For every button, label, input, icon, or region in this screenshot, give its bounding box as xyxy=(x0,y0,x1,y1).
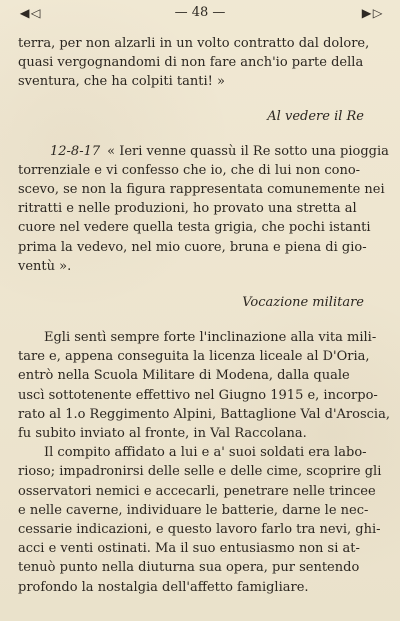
text-line: prima la vedevo, nel mio cuore, bruna e piena di gio- xyxy=(18,239,367,255)
text-line: fu subito inviato al fronte, in Val Raccolana. xyxy=(18,426,307,442)
text-line: rioso; impadronirsi delle selle e delle cime, scoprire gli xyxy=(18,464,382,480)
right-arrow-icon: ▶ xyxy=(361,6,371,20)
text-line: torrenziale e vi confesso che io, che di lui non cono- xyxy=(18,162,361,178)
letter-first-line xyxy=(18,142,389,161)
text-line: ventù ». xyxy=(18,258,72,274)
text-line: acci e venti ostinati. Ma il suo entusiasmo non si at- xyxy=(18,541,360,557)
text-line: scevo, se non la figura rappresentata comunemente nei xyxy=(18,182,385,198)
text-line: Il compito affidato a lui e a' suoi soldati era labo- xyxy=(44,445,367,461)
text-line: tare e, appena conseguita la licenza liceale al D'Oria, xyxy=(18,349,370,365)
next-page-arrows[interactable] xyxy=(362,6,382,20)
text-line: entrò nella Scuola Militare di Modena, dalla quale xyxy=(18,368,350,384)
text-line: profondo la nostalgia dell'affetto famigliare. xyxy=(18,579,309,595)
page-number: — 48 — xyxy=(174,5,226,20)
text-line: cessarie indicazioni, e questo lavoro farlo tra nevi, ghi- xyxy=(18,522,381,538)
text-line: cuore nel vedere quella testa grigia, che pochi istanti xyxy=(18,220,371,236)
opening-paragraph xyxy=(18,34,382,92)
left-arrow-icon: ◀ xyxy=(19,6,30,20)
right-arrow-icon: ▷ xyxy=(372,6,383,20)
page-header xyxy=(18,6,382,20)
section-title-vocazione-militare: Vocazione militare xyxy=(242,295,364,311)
text-line: uscì sottotenente effettivo nel Giugno 1915 e, incorpo- xyxy=(18,387,378,403)
letter-paragraph xyxy=(18,142,389,276)
text-line: e nelle caverne, individuare le batterie, darne le nec- xyxy=(18,502,369,518)
letter-date: 12-8-17 xyxy=(50,143,101,159)
text-line: terra, per non alzarli in un volto contratto dal dolore, xyxy=(18,36,370,51)
text-line: Egli sentì sempre forte l'inclinazione alla vita mili- xyxy=(44,330,377,346)
text-line: ritratti e nelle produzioni, ho provato una stretta al xyxy=(18,201,357,217)
text-line: rato al 1.o Reggimento Alpini, Battaglione Val d'Aroscia, xyxy=(18,406,390,422)
left-arrow-icon: ◁ xyxy=(31,6,41,20)
letter-opening-text: « Ieri venne quassù il Re sotto una pioggia xyxy=(107,143,389,159)
previous-page-arrows[interactable] xyxy=(20,6,40,20)
text-line: osservatori nemici e accecarli, penetrare nelle trincee xyxy=(18,483,376,499)
text-line: tenuò punto nella diuturna sua opera, pur sentendo xyxy=(18,560,360,576)
biography-paragraphs xyxy=(18,328,390,597)
text-line: quasi vergognandomi di non fare anch'io parte della xyxy=(18,55,364,71)
section-title-al-vedere-il-re: Al vedere il Re xyxy=(267,108,364,124)
text-line: sventura, che ha colpiti tanti! » xyxy=(18,74,225,90)
